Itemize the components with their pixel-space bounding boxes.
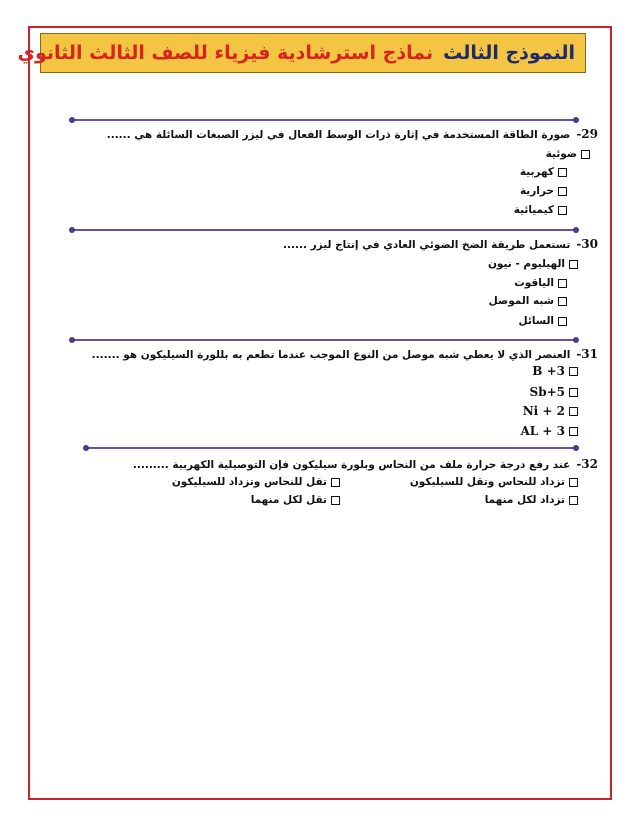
option-30-1[interactable]	[488, 258, 578, 270]
option-label: ضوئية	[545, 148, 577, 160]
question-text: العنصر الذي لا يعطي شبه موصل من النوع الموجب عندما تطعم به بللورة السيليكون هو .......	[91, 349, 571, 361]
question-32	[133, 457, 598, 471]
title-main: النموذج الثالث	[443, 42, 575, 64]
question-29	[107, 127, 598, 141]
option-label: كيميائية	[513, 204, 554, 216]
checkbox[interactable]	[569, 260, 578, 269]
option-31-1[interactable]	[532, 364, 578, 378]
option-29-2[interactable]	[520, 166, 567, 178]
question-divider	[72, 339, 576, 341]
checkbox[interactable]	[569, 478, 578, 487]
option-label: AL + 3	[520, 424, 565, 438]
option-label: كهربية	[519, 166, 554, 178]
option-label: الياقوت	[514, 277, 554, 289]
question-text: صورة الطاقة المستخدمة في إثارة ذرات الوسط الفعال في ليزر الصبغات السائلة هي ......	[106, 129, 571, 141]
checkbox[interactable]	[331, 496, 340, 505]
option-31-2[interactable]	[530, 385, 578, 399]
option-label: تقل لكل منهما	[250, 494, 327, 506]
checkbox[interactable]	[569, 367, 578, 376]
option-29-4[interactable]	[514, 204, 567, 216]
question-number: 32-	[576, 457, 598, 471]
option-label: Ni + 2	[522, 404, 565, 418]
option-30-2[interactable]	[514, 277, 567, 289]
checkbox[interactable]	[581, 150, 590, 159]
question-divider	[72, 229, 576, 231]
option-label: تزداد لكل منهما	[484, 494, 565, 506]
question-text: عند رفع درجة حرارة ملف من النحاس وبلورة سيليكون فإن التوصيلية الكهربية .........	[132, 459, 571, 471]
checkbox[interactable]	[569, 496, 578, 505]
checkbox[interactable]	[558, 297, 567, 306]
checkbox[interactable]	[558, 317, 567, 326]
checkbox[interactable]	[569, 388, 578, 397]
option-label: تزداد للنحاس وتقل للسيليكون	[409, 476, 565, 488]
option-label: تقل للنحاس وتزداد للسيليكون	[171, 476, 327, 488]
option-31-4[interactable]	[520, 424, 578, 438]
option-label: الهيليوم - نيون	[487, 258, 565, 270]
question-number: 29-	[576, 127, 598, 141]
option-32-3[interactable]	[485, 494, 578, 506]
checkbox[interactable]	[569, 407, 578, 416]
checkbox[interactable]	[558, 279, 567, 288]
checkbox[interactable]	[569, 427, 578, 436]
question-31	[92, 347, 598, 361]
option-label: B +3	[532, 364, 565, 378]
option-label: السائل	[518, 315, 554, 327]
title-subtitle: نماذج استرشادية فيزياء للصف الثالث الثانوي	[17, 42, 434, 64]
page-title	[17, 33, 586, 73]
option-32-2[interactable]	[172, 476, 340, 488]
option-29-3[interactable]	[520, 185, 567, 197]
checkbox[interactable]	[558, 187, 567, 196]
question-number: 31-	[576, 347, 598, 361]
option-31-3[interactable]	[523, 404, 578, 418]
option-29-1[interactable]	[546, 148, 590, 160]
question-divider	[86, 447, 576, 449]
option-32-1[interactable]	[410, 476, 578, 488]
question-number: 30-	[576, 237, 598, 251]
option-label: Sb+5	[529, 385, 565, 399]
option-30-4[interactable]	[519, 315, 567, 327]
checkbox[interactable]	[558, 206, 567, 215]
option-label: حرارية	[519, 185, 554, 197]
question-30	[283, 237, 598, 251]
option-32-4[interactable]	[251, 494, 340, 506]
question-text: تستعمل طريقة الضخ الضوئي العادي في إنتاج ليزر ......	[283, 239, 571, 251]
question-divider	[72, 119, 576, 121]
option-30-3[interactable]	[489, 295, 567, 307]
checkbox[interactable]	[331, 478, 340, 487]
option-label: شبه الموصل	[488, 295, 554, 307]
checkbox[interactable]	[558, 168, 567, 177]
